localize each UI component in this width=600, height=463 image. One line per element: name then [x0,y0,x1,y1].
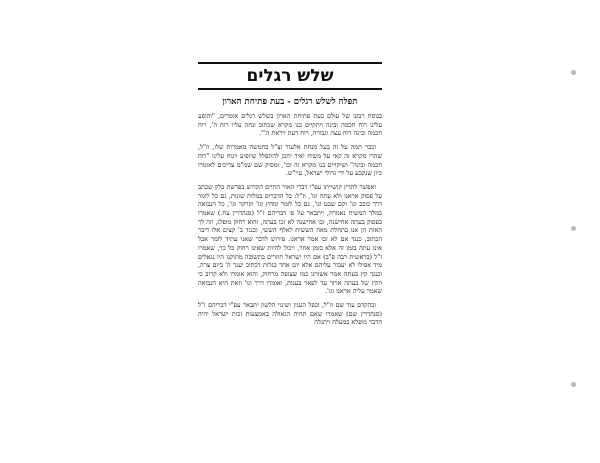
paragraph: וכבר תמה על זה בעל מנחת אלעזר זצ"ל בחמשה מאמרות שלו, וז"ל, שהרי מקרא זה קאי על משיח ואיך יתכן להתפלל שיופיע וינוח עלינו "רוח חכמה ובינה" ושיקויים בנו מקרא זה וכו', ומסיק שם שמ"מ צריכים לאומרו כיון שנקבע על ידי גדולי ישראל, עיי"ש. [198,143,382,178]
paragraph: בנוסח רבונו של עולם בעת פתיחת הארון בשלש רגלים אומרים, "והופע עלינו רוח חכמה ובינה ויתקיים בנו מקרא שכתוב ונחה עליו רוח ה', רוח חכמה ובינה רוח עצה וגבורה, רוח דעת ויראת ה'". [198,112,382,138]
page-title: שלש רגלים [198,62,382,90]
paragraph: ואפשר לתרץ קושייתו עפ"י דברי האור החיים הקדוש בפרשת בלק שכתב על פסוק אראנו ולא עתה וגו', וז"ל: כל הדברים במלות שונות, גם כל לומר דרך כוכב וגו' וקם שבט וגו', גם כל לומר ומחץ וגו' וקרקר וגו', כל הנבואה במלך המשיח נאמרה, ויתבאר על פי דבריהם ז"ל (סנהדרין צח.) שאמרו בפסוק בעתה אחישנה, זכו אחישנה לא זכו בעתה, והוא רחוק מופלג, וזה לך האות הן אנו בתחלת מאה הששית לאלף הששי, וכנגד ב' קצים אלו דיבר הכתוב, כנגד אם לא זכו אמר אראנו. פירוש לדבר שאני עתיד לומר אבל אינו עתה בזמן זה אלא בזמן אחר, ויכול להיות שאינו רחוק כל כך, שאמרו ז"ל (בראשית רבה פ"ב) אם היו ישראל חוזרים בתשובה מתוקנו היו נגאלים מיד אפילו לא יעבור עליהם אלא יום אחד בגלות דכתיב יענך ה' ביום צרה, וכנגד קץ בעתה אמר אשורנו כמו שצופה מרחוק, והוא אומרו ולא קרוב כי הקץ של בעתה ארוך עד לפאר בענות, ואומרו דרך וגו' וזאת היא הנבואה שאמר עליה אראנו וגו'. [198,182,382,296]
section-subtitle: תפלה לשלש רגלים - בעת פתיחת הארון [222,97,358,107]
punch-hole-icon [571,226,576,231]
punch-hole-icon [571,70,576,75]
punch-hole-icon [571,382,576,387]
paragraph: ובהקדם עוד שם וז"ל, וכפל הענין ושינוי הלשון יתבאר עפ"י דבריהם ז"ל (סנהדרין שם) שאמרו שאם תהיה הגאולה באמצעות זכות ישראל יהיה הדבר מופלא במעלה ויתגלה [198,301,382,327]
body-text [198,112,382,463]
